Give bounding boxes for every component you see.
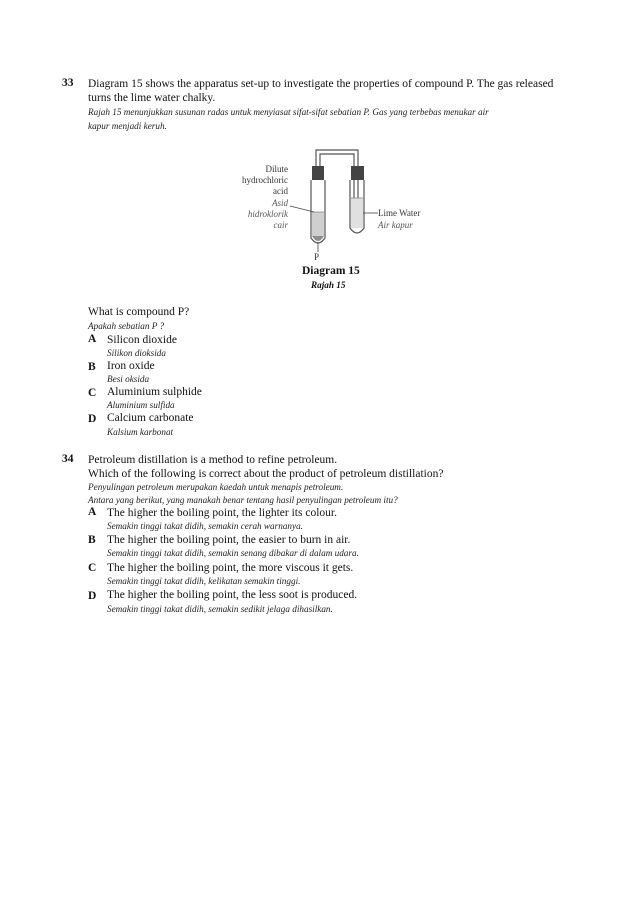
option-d-letter[interactable]: D xyxy=(88,413,97,425)
option-d-text-ms: Kalsium karbonat xyxy=(107,427,174,437)
option-b-text[interactable]: Iron oxide xyxy=(107,360,155,372)
label-asid: Asid xyxy=(271,198,288,208)
right-stopper xyxy=(351,166,364,180)
option-b-text[interactable]: The higher the boiling point, the easier to burn in air. xyxy=(107,534,351,546)
label-cair: cair xyxy=(273,220,288,230)
option-b-letter[interactable]: B xyxy=(88,534,96,546)
option-d-letter[interactable]: D xyxy=(88,590,97,602)
question-stem-ms: Penyulingan petroleum merupakan kaedah untuk menapis petroleum. xyxy=(88,482,344,492)
label-hydrochloric: hydrochloric xyxy=(242,175,288,185)
option-d-text[interactable]: The higher the boiling point, the less soot is produced. xyxy=(107,589,358,601)
question-stem-en: turns the lime water chalky. xyxy=(88,92,216,104)
option-c-letter[interactable]: C xyxy=(88,562,97,574)
question-stem-ms: kapur menjadi keruh. xyxy=(88,121,167,131)
option-b-text-ms: Semakin tinggi takat didih, semakin senang dibakar di dalam udara. xyxy=(107,548,359,558)
label-air-kapur: Air kapur xyxy=(378,220,413,230)
option-b-text-ms: Besi oksida xyxy=(107,374,150,384)
option-c-text[interactable]: Aluminium sulphide xyxy=(107,386,202,398)
left-stopper xyxy=(312,166,324,180)
diagram-title: Diagram 15 xyxy=(302,265,360,277)
option-d-text-ms: Semakin tinggi takat didih, semakin sedikit jelaga dihasilkan. xyxy=(107,604,333,614)
question-stem-en: Petroleum distillation is a method to refine petroleum. xyxy=(88,454,338,466)
question-stem-ms: Rajah 15 menunjukkan susunan radas untuk menyiasat sifat-sifat sebatian P. Gas yang terbebas menukar air xyxy=(88,107,489,117)
option-c-letter[interactable]: C xyxy=(88,387,97,399)
label-lime-water: Lime Water xyxy=(378,208,421,218)
question-stem-ms: Antara yang berikut, yang manakah benar tentang hasil penyulingan petroleum itu? xyxy=(88,495,398,505)
option-a-text[interactable]: Silicon dioxide xyxy=(107,334,177,346)
question-prompt-ms: Apakah sebatian P ? xyxy=(88,321,165,331)
right-test-tube xyxy=(350,180,364,233)
label-hidroklorik: hidroklorik xyxy=(247,209,288,219)
acid-leader-line xyxy=(290,206,314,212)
label-dilute: Dilute xyxy=(265,164,288,174)
option-c-text-ms: Aluminium sulfida xyxy=(107,400,175,410)
option-b-letter[interactable]: B xyxy=(88,361,96,373)
question-number: 34 xyxy=(62,453,74,465)
option-a-text-ms: Semakin tinggi takat didih, semakin cerah warnanya. xyxy=(107,521,303,531)
question-stem-en: Diagram 15 shows the apparatus set-up to investigate the properties of compound P. The gas released xyxy=(88,78,554,90)
option-a-text-ms: Silikon dioksida xyxy=(107,348,166,358)
option-a-letter[interactable]: A xyxy=(88,506,97,518)
apparatus-diagram xyxy=(228,146,428,264)
option-a-letter[interactable]: A xyxy=(88,333,97,345)
option-d-text[interactable]: Calcium carbonate xyxy=(107,412,194,424)
question-number: 33 xyxy=(62,77,74,89)
question-stem-en: Which of the following is correct about the product of petroleum distillation? xyxy=(88,468,444,480)
question-prompt-en: What is compound P? xyxy=(88,306,190,318)
option-c-text-ms: Semakin tinggi takat didih, kelikatan semakin tinggi. xyxy=(107,576,301,586)
diagram-subtitle: Rajah 15 xyxy=(311,280,346,290)
label-p: P xyxy=(314,252,320,262)
label-acid: acid xyxy=(273,186,288,196)
option-c-text[interactable]: The higher the boiling point, the more viscous it gets. xyxy=(107,562,354,574)
option-a-text[interactable]: The higher the boiling point, the lighter its colour. xyxy=(107,507,337,519)
